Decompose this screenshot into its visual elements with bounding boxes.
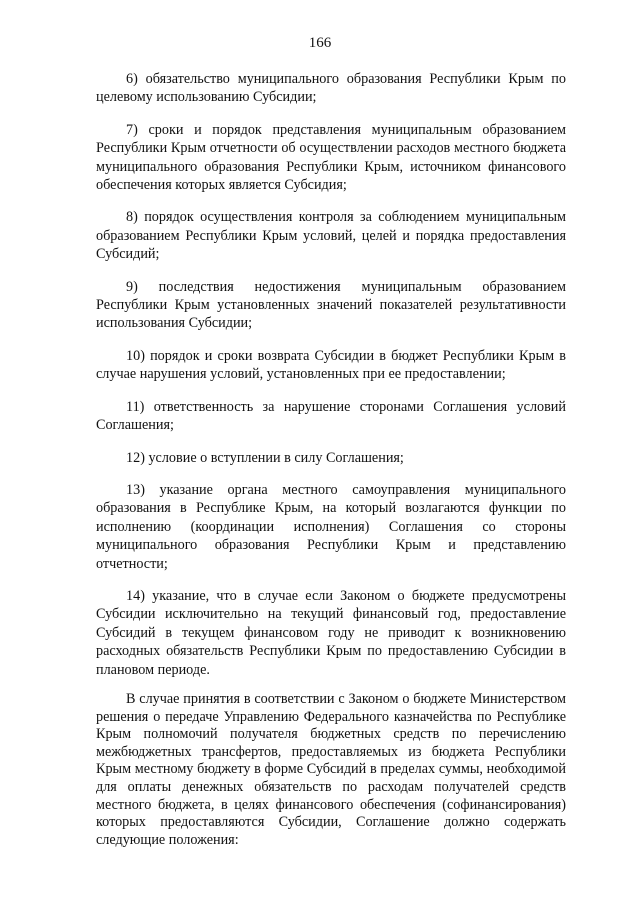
document-body [96,70,566,849]
page-number: 166 [308,35,332,51]
paragraph-item-10: 10) порядок и сроки возврата Субсидии в бюджет Республики Крым в случае нарушения условий, установленных при ее предоставлении; [96,347,566,383]
paragraph-item-11: 11) ответственность за нарушение сторонами Соглашения условий Соглашения; [96,398,566,434]
paragraph-item-9: 9) последствия недостижения муниципальным образованием Республики Крым установленных значений показателей результативности использования Субсидии; [96,278,566,332]
paragraph-item-13: 13) указание органа местного самоуправления муниципального образования в Республике Крым, на который возлагаются функции по исполнению (координации исполнения) Соглашения со стороны муниципального образования Республики Крым и представлению отчетности; [96,481,566,572]
paragraph-item-6: 6) обязательство муниципального образования Республики Крым по целевому использованию Субсидии; [96,71,566,106]
paragraph-item-14: 14) указание, что в случае если Законом о бюджете предусмотрены Субсидии исключительно на текущий финансовый год, предоставление Субсидий в текущем финансовом году не приводит к возникновению расходных обязательств Республики Крым по предоставлению Субсидии в плановом периоде. [96,587,566,678]
paragraph-item-7: 7) сроки и порядок представления муниципальным образованием Республики Крым отчетности об осуществлении расходов местного бюджета муниципального образования Республики Крым, источником финансового обеспечения которых является Субсидия; [96,121,566,194]
paragraph-item-12: 12) условие о вступлении в силу Соглашения; [126,449,404,466]
paragraph-conditions-intro: В случае принятия в соответствии с Законом о бюджете Министерством решения о передаче Управлению Федерального казначейства по Республике Крым полномочий получателя бюджетных средств по перечислению межбюджетных трансфертов, предоставляемых из бюджета Республики Крым местному бюджету в форме Субсидий в пределах суммы, необходимой для оплаты денежных обязательств по расходам получателей средств местного бюджета, в целях финансового обеспечения (софинансирования) которых предоставляются Субсидии, Соглашение должно содержать следующие положения: [96,690,566,848]
paragraph-item-8: 8) порядок осуществления контроля за соблюдением муниципальным образованием Республики Крым условий, целей и порядка предоставления Субсидий; [96,209,566,263]
